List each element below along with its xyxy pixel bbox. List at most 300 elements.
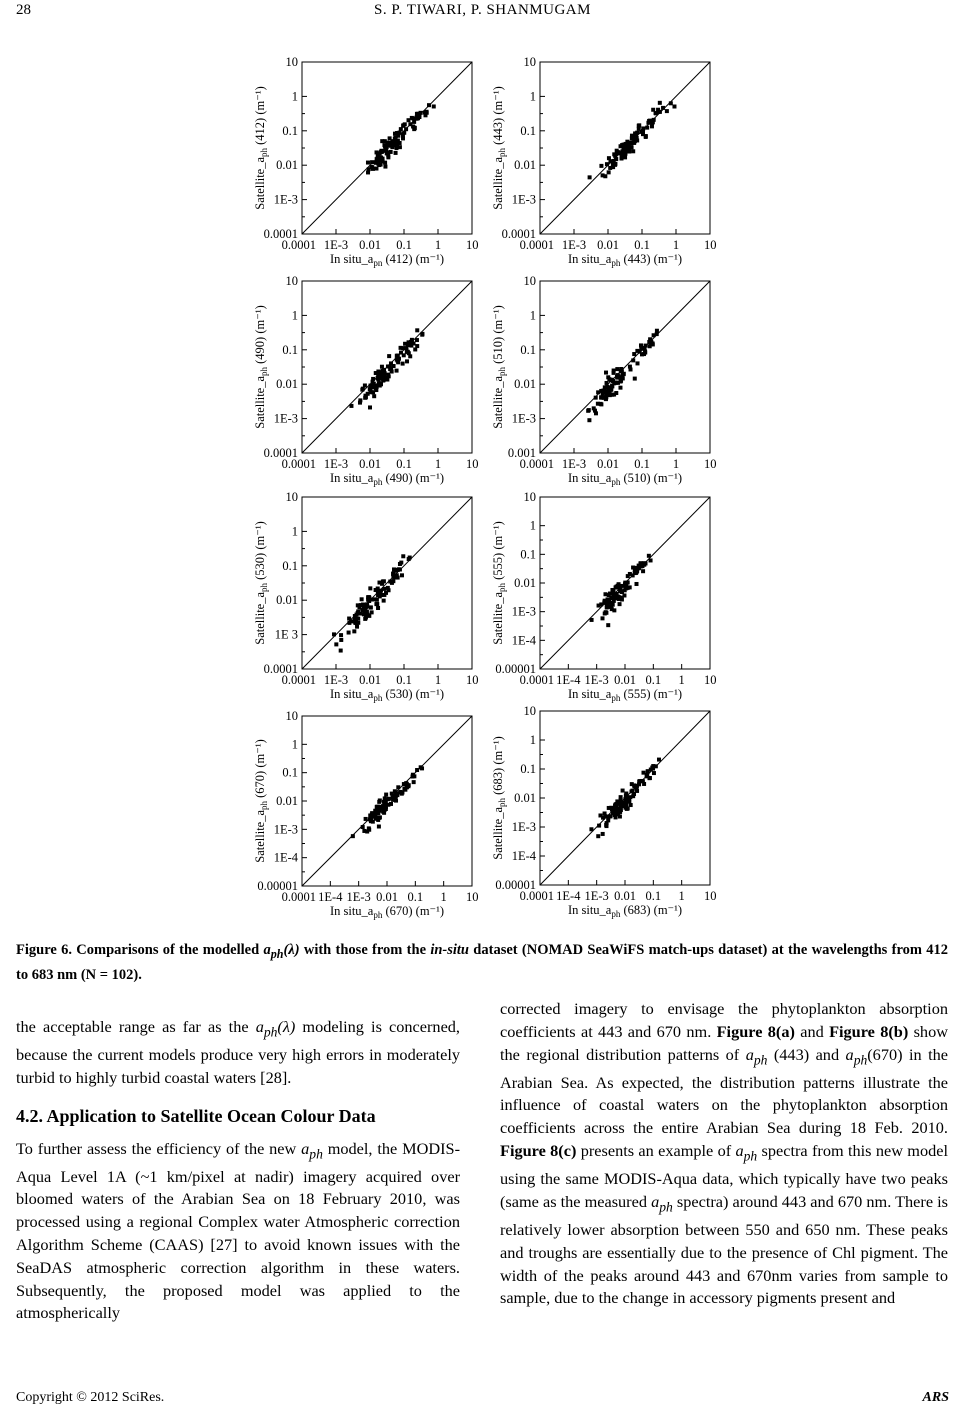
data-point <box>394 151 398 155</box>
x-tick-label: 0.01 <box>359 673 381 687</box>
data-point <box>657 758 661 762</box>
y-tick-label: 1 <box>529 518 536 533</box>
x-tick-label: 0.1 <box>407 890 424 904</box>
data-point <box>617 582 621 586</box>
data-point <box>366 613 370 617</box>
data-point <box>371 377 375 381</box>
data-point <box>630 789 634 793</box>
y-axis-label: $Satellite\_a_{ph}$ (510) (m⁻¹) <box>491 305 507 429</box>
data-point <box>339 638 343 642</box>
data-point <box>374 588 378 592</box>
data-point <box>621 372 625 376</box>
y-axis-label: $Satellite\_a_{ph}$ (443) (m⁻¹) <box>491 86 507 210</box>
y-tick-label: 10 <box>285 490 298 504</box>
x-tick-label: 1E-3 <box>584 673 609 687</box>
data-point <box>401 362 405 366</box>
data-point <box>402 353 406 357</box>
y-tick-label: 0.01 <box>276 593 298 608</box>
caption-text-2: with those from the <box>299 942 431 958</box>
data-point <box>614 381 618 385</box>
data-point <box>423 113 427 117</box>
data-point <box>601 832 605 836</box>
data-point <box>637 780 641 784</box>
data-point <box>386 155 390 159</box>
y-tick-label: 0.1 <box>282 558 298 573</box>
data-point <box>387 354 391 358</box>
y-tick-label: 1 <box>529 733 536 747</box>
data-point <box>358 398 362 402</box>
data-point <box>396 359 400 363</box>
y-tick-label: 1E-3 <box>511 192 536 207</box>
data-point <box>376 606 380 610</box>
caption-label: Figure 6. <box>16 942 72 958</box>
data-point <box>603 811 607 815</box>
data-point <box>367 828 371 832</box>
data-point <box>629 803 633 807</box>
data-point <box>386 586 390 590</box>
data-point <box>596 402 600 406</box>
data-point <box>374 386 378 390</box>
data-point <box>631 794 635 798</box>
data-point <box>604 371 608 375</box>
data-point <box>383 165 387 169</box>
data-point <box>617 597 621 601</box>
scatter-panel-p530 <box>253 490 479 703</box>
data-point <box>334 642 338 646</box>
data-point <box>355 613 359 617</box>
data-point <box>408 556 412 560</box>
x-tick-label: 0.1 <box>634 457 650 471</box>
caption-text-1: Comparisons of the modelled <box>71 942 264 958</box>
data-point <box>411 773 415 777</box>
data-point <box>633 377 637 381</box>
data-point <box>349 404 353 408</box>
data-point <box>672 105 676 109</box>
data-point <box>432 104 436 108</box>
data-point <box>427 103 431 107</box>
data-point <box>623 797 627 801</box>
x-axis-label: In $situ\_a_{ph}$ (443) (m⁻¹) <box>567 252 683 268</box>
x-tick-label: 0.01 <box>376 890 398 904</box>
data-point <box>392 793 396 797</box>
data-point <box>415 338 419 342</box>
data-point <box>419 765 423 769</box>
data-point <box>420 332 424 336</box>
data-point <box>370 610 374 614</box>
data-point <box>388 364 392 368</box>
x-tick-label: 10 <box>466 238 479 252</box>
data-point <box>412 341 416 345</box>
data-point <box>395 131 399 135</box>
y-tick-label: 0.1 <box>282 342 298 357</box>
data-point <box>644 135 648 139</box>
x-tick-label: 1E-3 <box>561 238 587 252</box>
x-tick-label: 0.1 <box>634 238 650 252</box>
data-point <box>347 631 351 635</box>
y-tick-label: 1E 3 <box>274 627 298 642</box>
data-point <box>376 370 380 374</box>
x-tick-label: 1 <box>440 890 447 904</box>
data-point <box>369 606 373 610</box>
data-point <box>391 572 395 576</box>
data-point <box>374 813 378 817</box>
y-tick-label: 0.001 <box>507 446 536 460</box>
data-point <box>373 597 377 601</box>
y-tick-label: 1 <box>291 89 298 104</box>
data-point <box>605 162 609 166</box>
data-point <box>606 815 610 819</box>
x-axis-label: In $situ\_a_{ph}$ (510) (m⁻¹) <box>567 471 683 487</box>
x-tick-label: 0.1 <box>645 889 662 903</box>
x-tick-label: 0.0001 <box>519 889 554 903</box>
data-point <box>614 391 618 395</box>
data-point <box>351 834 355 838</box>
x-tick-label: 0.0001 <box>281 673 316 687</box>
data-point <box>631 358 635 362</box>
data-point <box>631 149 635 153</box>
scatter-panel-p412 <box>253 55 479 268</box>
data-point <box>415 328 419 332</box>
data-point <box>611 165 615 169</box>
x-tick-label: 1E-3 <box>323 457 349 471</box>
data-point <box>631 573 635 577</box>
data-point <box>398 141 402 145</box>
y-tick-label: 1E-3 <box>273 411 298 426</box>
data-point <box>639 564 643 568</box>
x-tick-label: 1 <box>672 238 680 252</box>
data-point <box>649 342 653 346</box>
data-point <box>378 798 382 802</box>
data-point <box>375 159 379 163</box>
data-point <box>347 617 351 621</box>
data-point <box>627 143 631 147</box>
data-point <box>618 588 622 592</box>
data-point <box>658 101 662 105</box>
y-tick-label: 0.00001 <box>257 879 298 893</box>
y-tick-label: 1E-3 <box>511 604 536 619</box>
caption-text-3: dataset (NOMAD SeaWiFS match-ups dataset) at the wavelengths from 412 to 683 nm (N = 102). <box>16 942 948 983</box>
data-point <box>589 827 593 831</box>
data-point <box>364 394 368 398</box>
data-point <box>612 808 616 812</box>
data-point <box>669 101 673 105</box>
x-tick-label: 1 <box>434 457 442 471</box>
data-point <box>413 126 417 130</box>
data-point <box>415 768 419 772</box>
x-tick-label: 0.0001 <box>519 673 554 687</box>
y-tick-label: 0.01 <box>276 158 298 173</box>
y-tick-label: 1 <box>291 308 298 323</box>
p3-symbol-2: a <box>845 1044 854 1064</box>
data-point <box>651 767 655 771</box>
data-point <box>384 793 388 797</box>
data-point <box>387 374 391 378</box>
body-column-right <box>500 998 948 1310</box>
data-point <box>587 418 591 422</box>
data-point <box>374 167 378 171</box>
y-tick-label: 0.00001 <box>495 878 536 892</box>
x-tick-label: 0.01 <box>597 238 619 252</box>
x-tick-label: 1 <box>678 889 685 903</box>
data-point <box>649 558 653 562</box>
x-tick-label: 0.01 <box>597 457 619 471</box>
scatter-panel-p683 <box>491 704 717 919</box>
data-point <box>385 141 389 145</box>
y-tick-label: 1E-3 <box>273 192 298 207</box>
data-point <box>607 170 611 174</box>
x-tick-label: 1E-3 <box>323 238 349 252</box>
data-point <box>383 144 387 148</box>
x-axis-label: In $situ\_a_{ph}$ (530) (m⁻¹) <box>329 687 445 703</box>
data-point <box>611 596 615 600</box>
y-tick-label: 0.0001 <box>263 662 298 676</box>
x-tick-label: 0.1 <box>396 673 412 687</box>
data-point <box>617 375 621 379</box>
y-tick-label: 1 <box>291 524 298 539</box>
y-tick-label: 0.1 <box>520 547 536 562</box>
x-tick-label: 1 <box>678 673 685 687</box>
data-point <box>379 382 383 386</box>
data-point <box>380 373 384 377</box>
data-point <box>412 120 416 124</box>
running-head: S. P. TIWARI, P. SHANMUGAM <box>374 2 591 18</box>
data-point <box>377 816 381 820</box>
x-tick-label: 1E-4 <box>318 890 343 904</box>
data-point <box>404 346 408 350</box>
data-point <box>601 389 605 393</box>
p3-text-3: (443) and <box>767 1044 846 1064</box>
data-point <box>377 376 381 380</box>
data-point <box>379 805 383 809</box>
y-axis-label: $Satellite\_a_{ph}$ (412) (m⁻¹) <box>253 86 269 210</box>
data-point <box>654 111 658 115</box>
data-point <box>596 834 600 838</box>
p2-text-a: To further assess the efficiency of the new <box>16 1138 302 1158</box>
data-point <box>628 365 632 369</box>
data-point <box>366 595 370 599</box>
paragraph-3 <box>500 998 948 1310</box>
p3-symbol-3-sub: ph <box>743 1148 758 1164</box>
data-point <box>402 131 406 135</box>
data-point <box>400 792 404 796</box>
figure-8c-ref: Figure 8(c) <box>500 1141 577 1161</box>
x-tick-label: 0.0001 <box>281 890 316 904</box>
scatter-panel-p443 <box>491 55 717 268</box>
data-point <box>399 561 403 565</box>
data-point <box>353 621 357 625</box>
data-point <box>652 771 656 775</box>
data-point <box>621 789 625 793</box>
data-point <box>363 617 367 621</box>
data-point <box>401 136 405 140</box>
body-column-left <box>16 1016 460 1325</box>
data-point <box>389 802 393 806</box>
figure-8b-ref: Figure 8(b) <box>829 1021 909 1041</box>
data-point <box>618 602 622 606</box>
data-point <box>645 773 649 777</box>
data-point <box>610 393 614 397</box>
data-point <box>616 151 620 155</box>
y-axis-label: $Satellite\_a_{ph}$ (490) (m⁻¹) <box>253 305 269 429</box>
data-point <box>352 629 356 633</box>
data-point <box>632 784 636 788</box>
data-point <box>361 825 365 829</box>
data-point <box>381 157 385 161</box>
x-tick-label: 1 <box>434 238 442 252</box>
x-tick-label: 10 <box>704 457 717 471</box>
data-point <box>616 807 620 811</box>
data-point <box>393 789 397 793</box>
y-axis-label: $Satellite\_a_{ph}$ (555) (m⁻¹) <box>491 521 507 645</box>
p3-symbol-4: a <box>651 1191 660 1211</box>
y-tick-label: 0.1 <box>520 342 536 357</box>
data-point <box>619 379 623 383</box>
data-point <box>382 599 386 603</box>
y-tick-label: 10 <box>523 490 536 504</box>
data-point <box>599 395 603 399</box>
y-tick-label: 0.0001 <box>263 227 298 241</box>
caption-insitu: in-situ <box>430 942 469 958</box>
y-tick-label: 0.0001 <box>501 227 536 241</box>
p3-text-6: spectra from this new model using the same MODIS-Aqua data, which typically have two peaks (same as the measured <box>500 1141 948 1211</box>
y-tick-label: 10 <box>523 55 536 69</box>
y-tick-label: 1E-3 <box>511 820 536 834</box>
x-tick-label: 0.0001 <box>519 238 554 252</box>
data-point <box>415 344 419 348</box>
y-axis-label: $Satellite\_a_{ph}$ (683) (m⁻¹) <box>491 736 507 860</box>
data-point <box>388 136 392 140</box>
data-point <box>588 175 592 179</box>
y-tick-label: 0.1 <box>520 123 536 138</box>
scatter-panel-p670 <box>253 709 479 920</box>
paragraph-2 <box>16 1138 460 1326</box>
y-tick-label: 0.01 <box>514 576 536 590</box>
data-point <box>332 632 336 636</box>
data-point <box>586 409 590 413</box>
data-point <box>597 824 601 828</box>
x-tick-label: 0.1 <box>645 673 662 687</box>
data-point <box>618 386 622 390</box>
data-point <box>608 601 612 605</box>
caption-lambda: (λ) <box>283 942 300 958</box>
scatter-panel-p490 <box>253 274 479 487</box>
data-point <box>626 574 630 578</box>
y-tick-label: 10 <box>285 274 298 288</box>
data-point <box>382 368 386 372</box>
y-tick-label: 0.1 <box>520 762 536 776</box>
x-tick-label: 0.01 <box>359 238 381 252</box>
y-tick-label: 10 <box>285 55 298 69</box>
data-point <box>400 573 404 577</box>
x-tick-label: 0.01 <box>614 889 636 903</box>
data-point <box>401 554 405 558</box>
data-point <box>647 554 651 558</box>
y-tick-label: 1E-4 <box>511 849 536 863</box>
data-point <box>371 167 375 171</box>
x-tick-label: 1E-3 <box>323 673 349 687</box>
x-axis-label: In $situ\_a_{pn}$ (412) (m⁻¹) <box>329 252 445 268</box>
p3-text-1: corrected imagery to envisage the phytoplankton absorption coefficients at 443 and 670 nm. <box>500 999 948 1041</box>
p3-text-5: presents an example of <box>576 1141 736 1161</box>
p3-text-4: (670) in the Arabian Sea. As expected, the distribution patterns illustrate the influence of coastal waters on the phytoplankton absorption coefficients across the entire Arabian Sea during 18 Feb. 2010. <box>500 1044 948 1138</box>
data-point <box>407 351 411 355</box>
data-point <box>361 603 365 607</box>
section-heading: 4.2. Application to Satellite Ocean Colour Data <box>16 1105 376 1126</box>
data-point <box>382 587 386 591</box>
data-point <box>360 597 364 601</box>
footer-journal: ARS <box>922 1390 949 1405</box>
data-point <box>635 570 639 574</box>
y-tick-label: 0.01 <box>276 794 298 808</box>
p3-symbol-3: a <box>735 1141 744 1161</box>
y-tick-label: 1 <box>529 308 536 323</box>
figure-caption <box>16 940 948 986</box>
data-point <box>404 127 408 131</box>
data-point <box>603 611 607 615</box>
data-point <box>375 805 379 809</box>
data-point <box>623 582 627 586</box>
data-point <box>394 799 398 803</box>
data-point <box>391 579 395 583</box>
data-point <box>643 351 647 355</box>
p3-symbol-2-sub: ph <box>853 1051 868 1067</box>
data-point <box>606 375 610 379</box>
p3-text-7: spectra) around 443 and 670 nm. There is relatively lower absorption between 550 and 650 nm. These peaks and troughs are essentially due to the presence of Chl pigment. The width of the peaks around 443 and 670nm varies from sample to sample, due to the change in accessory pigments present and <box>500 1191 948 1308</box>
p2-symbol-sub: ph <box>309 1145 323 1161</box>
data-point <box>606 623 610 627</box>
data-point <box>637 124 641 128</box>
data-point <box>364 817 368 821</box>
x-tick-label: 0.1 <box>396 238 412 252</box>
y-tick-label: 10 <box>523 274 536 288</box>
x-axis-label: In $situ\_a_{ph}$ (683) (m⁻¹) <box>567 903 683 919</box>
data-point <box>392 567 396 571</box>
data-point <box>636 361 640 365</box>
data-point <box>607 386 611 390</box>
data-point <box>404 781 408 785</box>
p2-text-b: model, the MODIS-Aqua Level 1A (~1 km/pixel at nadir) imagery acquired over bloomed waters of the Arabian Sea on 18 February 2010, was processed using a regional Complex water Atmospheric correction Algorithm Scheme (CAAS) [27] to avoid known issues with the SeaDAS atmospheric correction algorithm in these waters. Subsequently, the proposed model was applied to the atmospherically <box>16 1138 460 1323</box>
data-point <box>401 123 405 127</box>
x-tick-label: 10 <box>704 238 717 252</box>
data-point <box>379 593 383 597</box>
y-tick-label: 0.01 <box>514 158 536 173</box>
y-tick-label: 0.1 <box>282 765 298 780</box>
p3-symbol-4-sub: ph <box>659 1199 673 1215</box>
data-point <box>592 406 596 410</box>
y-tick-label: 1 <box>529 89 536 104</box>
data-point <box>368 405 372 409</box>
data-point <box>380 139 384 143</box>
p1-symbol: a <box>255 1017 264 1036</box>
y-tick-label: 1E-4 <box>511 633 536 648</box>
data-point <box>368 586 372 590</box>
p2-symbol: a <box>301 1138 310 1158</box>
data-point <box>632 352 636 356</box>
y-tick-label: 1 <box>291 737 298 752</box>
data-point <box>410 338 414 342</box>
x-tick-label: 10 <box>466 890 479 904</box>
x-tick-label: 10 <box>704 673 717 687</box>
data-point <box>639 343 643 347</box>
data-point <box>377 824 381 828</box>
data-point <box>627 149 631 153</box>
data-point <box>405 359 409 363</box>
data-point <box>650 124 654 128</box>
x-axis-label: In $situ\_a_{ph}$ (490) (m⁻¹) <box>329 471 445 487</box>
x-tick-label: 1E-3 <box>346 890 371 904</box>
data-point <box>601 173 605 177</box>
data-point <box>601 616 605 620</box>
